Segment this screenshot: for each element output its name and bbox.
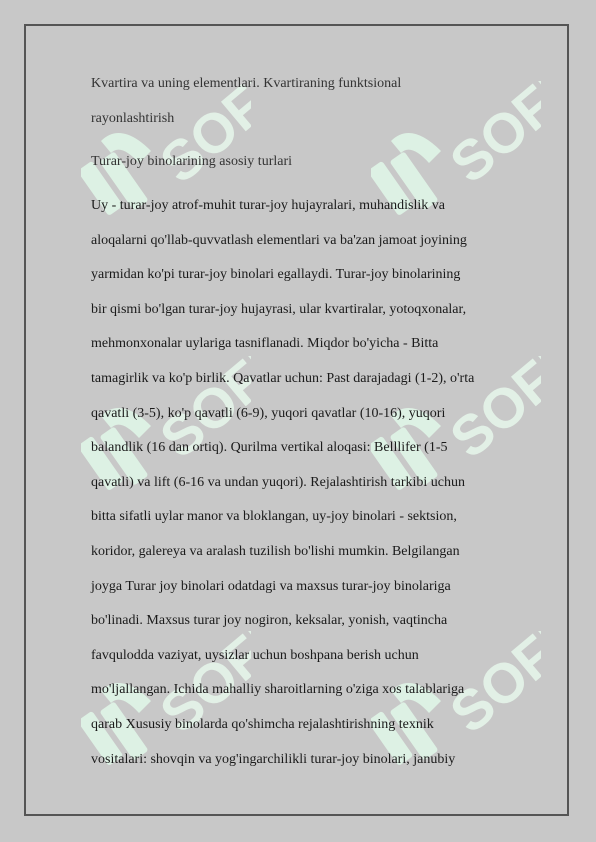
body-line: aloqalarni qo'llab-quvvatlash elementlari va ba'zan jamoat joyining [91, 232, 467, 248]
document-body [91, 189, 511, 777]
body-line: bitta sifatli uylar manor va bloklangan, uy-joy binolari - sektsion, [91, 509, 457, 525]
watermark-text: SOFF [438, 631, 541, 745]
watermark-text: SOFF [438, 81, 541, 195]
body-line: Uy - turar-joy atrof-muhit turar-joy hujayralari, muhandislik va [91, 198, 445, 213]
body-line: qavatli (3-5), ko'p qavatli (6-9), yuqori qavatlar (10-16), yuqori [91, 405, 446, 421]
watermark-text: SOFF [148, 631, 251, 745]
body-line: favqulodda vaziyat, uysizlar uchun boshpana berish uchun [91, 647, 419, 663]
watermark-text: SOFF [148, 81, 251, 195]
document-subtitle: Turar-joy binolarining asosiy turlari [91, 154, 293, 169]
body-line: bo'linadi. Maxsus turar joy nogiron, keksalar, yonish, vaqtincha [91, 613, 448, 629]
body-line: qavatli) va lift (6-16 va undan yuqori). Rejalashtirish tarkibi uchun [91, 474, 466, 490]
body-line: mo'ljallangan. Ichida mahalliy sharoitlarning o'ziga xos talablariga [91, 682, 465, 698]
body-line: balandlik (16 dan ortiq). Qurilma vertikal aloqasi: Belllifer (1-5 [91, 440, 448, 456]
document-page [24, 24, 569, 816]
document-title-line: rayonlashtirish [91, 111, 175, 126]
watermark-text: SOFF [438, 356, 541, 470]
body-line: yarmidan ko'pi turar-joy binolari egallaydi. Turar-joy binolarining [91, 267, 461, 283]
body-line: bir qismi bo'lgan turar-joy hujayrasi, ular kvartiralar, yotoqxonalar, [91, 301, 467, 317]
body-line: vositalari: shovqin va yog'ingarchilikli turar-joy binolari, janubiy [91, 751, 456, 767]
body-line: mehmonxonalar uylariga tasniflanadi. Miqdor bo'yicha - Bitta [91, 336, 439, 352]
body-line: joyga Turar joy binolari odatdagi va maxsus turar-joy binolariga [91, 578, 451, 594]
body-line: tamagirlik va ko'p birlik. Qavatlar uchun: Past darajadagi (1-2), o'rta [91, 370, 475, 386]
body-line: qarab Xususiy binolarda qo'shimcha rejalashtirishning texnik [91, 716, 434, 732]
document-title-line: Kvartira va uning elementlari. Kvartiraning funktsional [91, 76, 402, 91]
body-line: koridor, galereya va aralash tuzilish bo'lishi mumkin. Belgilangan [91, 543, 460, 559]
watermark-text: SOFF [148, 356, 251, 470]
document-content [91, 66, 511, 777]
